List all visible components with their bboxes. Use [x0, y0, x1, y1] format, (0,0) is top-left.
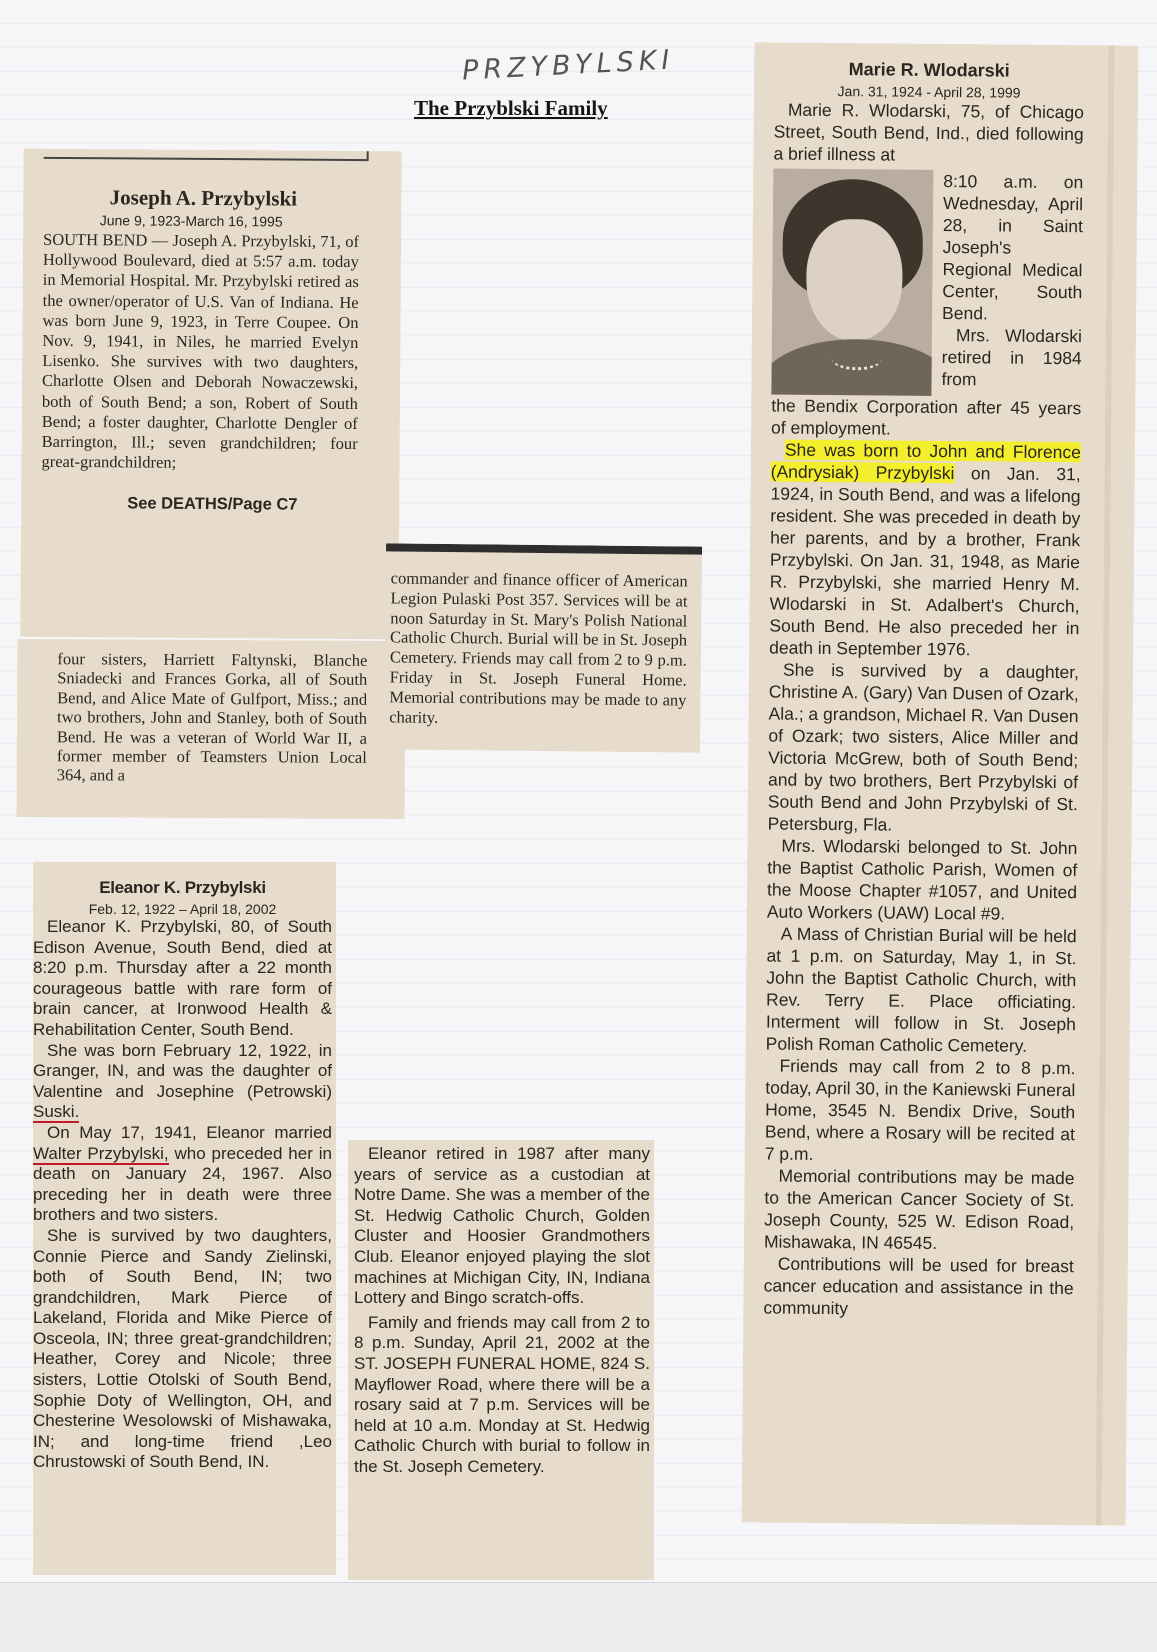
- family-title: The Przyblski Family: [414, 96, 608, 120]
- obituary-name: Joseph A. Przybylski: [109, 185, 298, 211]
- portrait-pearls: [832, 347, 882, 370]
- clipping-edge: [1096, 45, 1115, 1525]
- joseph-obituary-continued: [17, 639, 406, 819]
- eleanor-obituary-clipping: [33, 862, 336, 1575]
- eleanor-obituary-continued: [348, 1140, 654, 1580]
- paragraph-text: On May 17, 1941, Eleanor married: [47, 1122, 332, 1142]
- obituary-body: SOUTH BEND — Joseph A. Przybylski, 71, of Hollywood Boulevard, died at 5:57 a.m. today in Memorial Hospital. Mr. Przybylski retired as the owner/operator of U.S. Van of Indiana. He was born June 9, 1923, in Terre Coupee. On Nov. 9, 1941, in Niles, he married Evelyn Lisenko. She survives with two daughters, Charlotte Olsen and Deborah Nowaczewski, both of South Bend; a son, Robert of South Bend; a foster daughter, Charlotte Dengler of Barrington, Ill.; seven grandchildren; four great-grandchildren;: [41, 229, 360, 472]
- obituary-paragraph: the Bendix Corporation after 45 years of employment.: [771, 395, 1082, 439]
- obituary-continued-text: four sisters, Harriett Faltynski, Blanche Sniadecki and Frances Gorka, all of South Bend, and Alice Mate of Gulfport, Miss.; and two brothers, John and Stanley, both of South Bend. He was a veteran of World War II, a former member of Teamsters Union Local 364, and a: [56, 649, 368, 785]
- joseph-obituary-clipping: [20, 149, 401, 640]
- paragraph-rest: on Jan. 31, 1924, in South Bend, and was a lifelong resident. She was preceded in death by her parents, and by a brother, Frank Przybylski. On Jan. 31, 1948, as Marie R. Przybylski, she married Henry M. Wlodarski in St. Adalbert's Church, South Bend. He also preceded her in death in September 1976.: [769, 463, 1081, 660]
- obituary-paragraph: She is survived by a daughter, Christine A. (Gary) Van Dusen of Ozark, Ala.; a grandson, Michael R. Van Dusen of Ozark; two sisters, Alice Miller and Victoria McGrew, both of South Bend; and by two brothers, Bert Przybylski of South Bend and John Przybylski of St. Petersburg, Fla.: [767, 659, 1080, 835]
- obituary-name: Eleanor K. Przybylski: [99, 878, 266, 897]
- obituary-paragraph-highlighted: [769, 439, 1081, 662]
- underlined-name: Suski.: [33, 1102, 80, 1122]
- obituary-dates: Jan. 31, 1924 - April 28, 1999: [837, 83, 1021, 101]
- photo-row: [771, 169, 1083, 398]
- obituary-paragraph: Eleanor K. Przybylski, 80, of South Edison Avenue, South Bend, died at 8:20 p.m. Thursday after a 22 month courageous battle with rare form of brain cancer, at Ironwood Health & Rehabilitation Center, South Bend.: [33, 917, 332, 1039]
- obituary-paragraph: She is survived by two daughters, Connie Pierce and Sandy Zielinski, both of South Bend, IN; two grandchildren, Mark Pierce of Lakeland, Florida and Mike Pierce of Osceola, IN; three great-grandchildren; Heather, Corey and Nicole; three sisters, Lottie Otolski of South Bend, Sophie Doty of Wellington, OH, and Chesterine Wesolowski of Mishawaka, IN; and long-time friend ,Leo Chrustowski of South Bend, IN.: [33, 1225, 332, 1472]
- obituary-paragraph: [33, 1123, 332, 1226]
- underlined-name: Walter Przybylski,: [33, 1143, 169, 1163]
- marie-obituary-clipping: [742, 42, 1139, 1525]
- obituary-paragraph: Mrs. Wlodarski retired in 1984 from: [941, 325, 1083, 390]
- obituary-paragraph: Family and friends may call from 2 to 8 p.m. Sunday, April 21, 2002 at the ST. JOSEPH FUNERAL HOME, 824 S. Mayflower Road, where there will be a rosary said at 7 p.m. Services will be held at 10 a.m. Monday at St. Hedwig Catholic Church with burial to follow in the St. Joseph Cemetery.: [354, 1312, 650, 1476]
- obituary-paragraph: Eleanor retired in 1987 after many years of service as a custodian at Notre Dame. She was a member of the St. Hedwig Catholic Church, Golden Cluster and Hoosier Grandmothers Club. Eleanor enjoyed playing the slot machines at Michigan City, IN, Indiana Lottery and Bingo scratch-offs.: [354, 1144, 650, 1308]
- clipping-rule-end: [367, 151, 369, 161]
- highlighted-text: She was born to John and Florence (Andrysiak) Przybylski: [770, 439, 1081, 484]
- obituary-conclusion-text: commander and finance officer of American Legion Pulaski Post 357. Services will be at noon Saturday in St. Mary's Polish National Catholic Church. Burial will be in St. Joseph Cemetery. Friends may call from 2 to 9 p.m. Friday in St. Joseph Funeral Home. Memorial contributions may be made to any charity.: [389, 568, 688, 727]
- obituary-paragraph: 8:10 a.m. on Wednesday, April 28, in Saint Joseph's Regional Medical Center, South Bend.: [942, 171, 1084, 324]
- obituary-paragraph: Memorial contributions may be made to the American Cancer Society of St. Joseph County, 525 W. Edison Road, Mishawaka, IN 46545.: [763, 1165, 1075, 1253]
- see-deaths-reference: See DEATHS/Page C7: [127, 494, 298, 515]
- scanner-edge: [0, 1582, 1157, 1652]
- portrait-photo: [771, 169, 933, 396]
- clipping-rule: [44, 157, 368, 161]
- obituary-paragraph: Mrs. Wlodarski belonged to St. John the Baptist Catholic Parish, Women of the Moose Chapter #1057, and United Auto Workers (UAW) Local #9.: [766, 835, 1078, 924]
- obituary-paragraph: [33, 1041, 332, 1123]
- joseph-obituary-conclusion: [384, 543, 702, 752]
- handwritten-surname: PRZYBYLSKI: [461, 44, 676, 87]
- obituary-dates: Feb. 12, 1922 – April 18, 2002: [88, 901, 277, 917]
- obituary-dates: June 9, 1923-March 16, 1995: [99, 212, 283, 230]
- paragraph-text: She was born February 12, 1922, in Granger, IN, and was the daughter of Valentine and Josephine (Petrowski): [33, 1040, 332, 1101]
- obituary-name: Marie R. Wlodarski: [848, 59, 1010, 81]
- paragraph-text: who preceded her in death on January 24, 1967. Also preceding her in death were three brothers and two sisters.: [33, 1143, 332, 1225]
- obituary-paragraph: Marie R. Wlodarski, 75, of Chicago Street, South Bend, Ind., died following a brief illness at: [773, 99, 1084, 165]
- obituary-paragraph: A Mass of Christian Burial will be held at 1 p.m. on Saturday, May 1, in St. John the Baptist Catholic Church, with Rev. Terry E. Place officiating. Interment will follow in St. Joseph Polish Roman Catholic Cemetery.: [765, 923, 1077, 1056]
- portrait-face: [806, 219, 903, 342]
- clipping-rule: [386, 543, 702, 554]
- obituary-paragraph: Friends may call from 2 to 8 p.m. today, April 30, in the Kaniewski Funeral Home, 3545 N. Bendix Drive, South Bend, where a Rosary will be recited at 7 p.m.: [764, 1055, 1076, 1164]
- obituary-paragraph: Contributions will be used for breast cancer education and assistance in the community: [763, 1253, 1074, 1319]
